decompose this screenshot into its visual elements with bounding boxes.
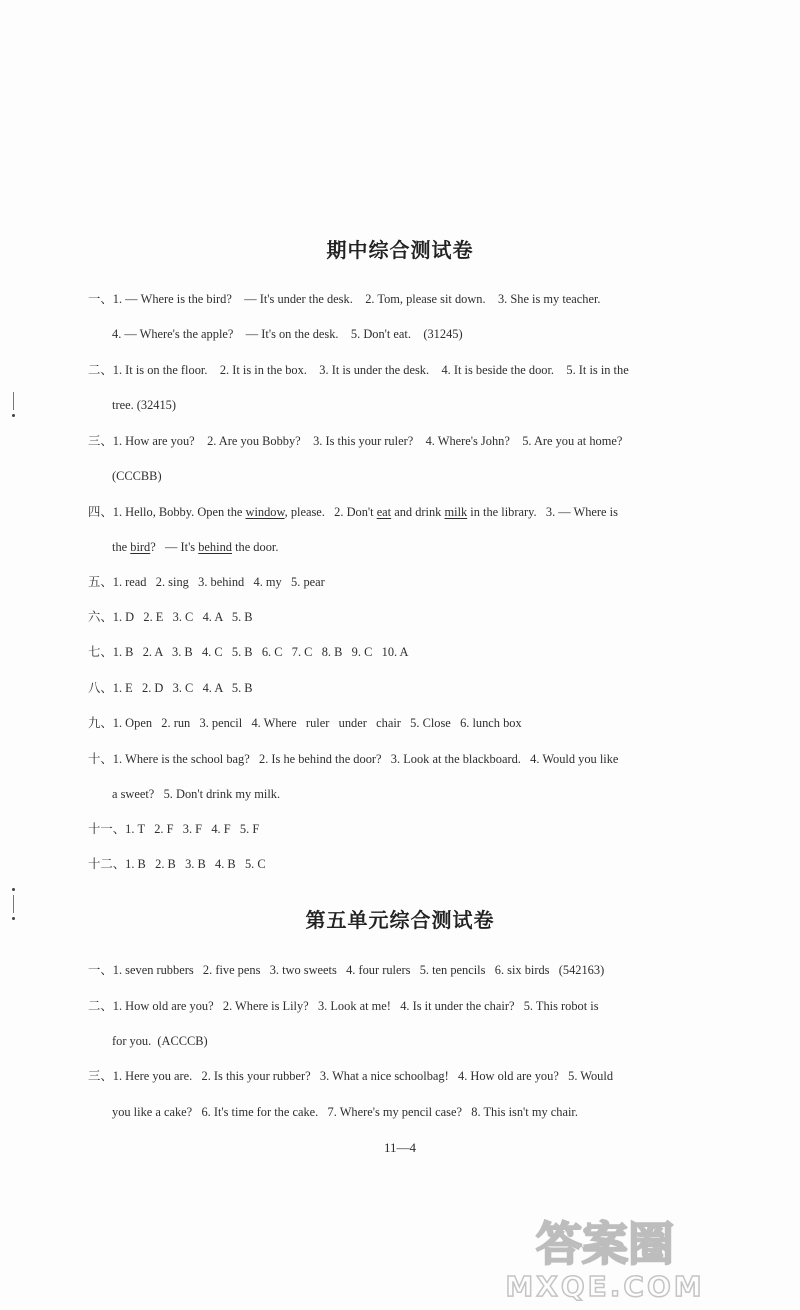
s1-line-12: 八、1. E 2. D 3. C 4. A 5. B [88, 681, 253, 695]
s2-line-3: for you. (ACCCB) [112, 1034, 208, 1048]
s1-line-2: 4. — Where's the apple? — It's on the desk. 5. Don't eat. (31245) [112, 327, 463, 341]
s1-line-15: a sweet? 5. Don't drink my milk. [112, 787, 281, 801]
s2-line-5: you like a cake? 6. It's time for the cake. 7. Where's my pencil case? 8. This isn't my chair. [112, 1105, 578, 1119]
s1-line-14: 十、1. Where is the school bag? 2. Is he behind the door? 3. Look at the blackboard. 4. Would you like [88, 752, 619, 766]
s1-line-17: 十二、1. B 2. B 3. B 4. B 5. C [88, 857, 266, 871]
s2-line-2: 二、1. How old are you? 2. Where is Lily? 3. Look at me! 4. Is it under the chair? 5. This robot is [88, 999, 599, 1013]
s1-line-3: 二、1. It is on the floor. 2. It is in the box. 3. It is under the desk. 4. It is beside the door. 5. It is in the [88, 363, 629, 377]
s1-line-10: 六、1. D 2. E 3. C 4. A 5. B [88, 610, 253, 624]
s1-line-4: tree. (32415) [112, 398, 176, 412]
s2-line-1: 一、1. seven rubbers 2. five pens 3. two sweets 4. four rulers 5. ten pencils 6. six birds (542163) [88, 963, 605, 977]
section2-title: 第五单元综合测试卷 [305, 908, 495, 932]
s1-line-8: the bird? — It's behind the door. [112, 540, 279, 554]
s1-line-11: 七、1. B 2. A 3. B 4. C 5. B 6. C 7. C 8. B 9. C 10. A [88, 645, 409, 659]
page-number: 11—4 [383, 1140, 417, 1155]
s1-line-5: 三、1. How are you? 2. Are you Bobby? 3. Is this your ruler? 4. Where's John? 5. Are you at home? [88, 434, 623, 448]
s1-line-7: 四、1. Hello, Bobby. Open the window, please. 2. Don't eat and drink milk in the library. 3. — Where is [88, 505, 618, 519]
s1-line-9: 五、1. read 2. sing 3. behind 4. my 5. pear [88, 575, 325, 589]
s1-line-16: 十一、1. T 2. F 3. F 4. F 5. F [88, 822, 260, 836]
s1-line-6: (CCCBB) [112, 469, 162, 483]
s1-line-1: 一、1. — Where is the bird? — It's under the desk. 2. Tom, please sit down. 3. She is my teacher. [88, 292, 601, 306]
s1-line-13: 九、1. Open 2. run 3. pencil 4. Where ruler under chair 5. Close 6. lunch box [88, 716, 522, 730]
watermark-logo-url: MXQE.COM [505, 1270, 705, 1303]
section1-title: 期中综合测试卷 [326, 238, 474, 262]
s2-line-4: 三、1. Here you are. 2. Is this your rubber? 3. What a nice schoolbag! 4. How old are you? 5. Would [88, 1069, 614, 1083]
watermark-logo [420, 1210, 790, 1305]
binding-mark-top [10, 388, 18, 417]
watermark-logo-text: 答案圈 [536, 1217, 674, 1271]
